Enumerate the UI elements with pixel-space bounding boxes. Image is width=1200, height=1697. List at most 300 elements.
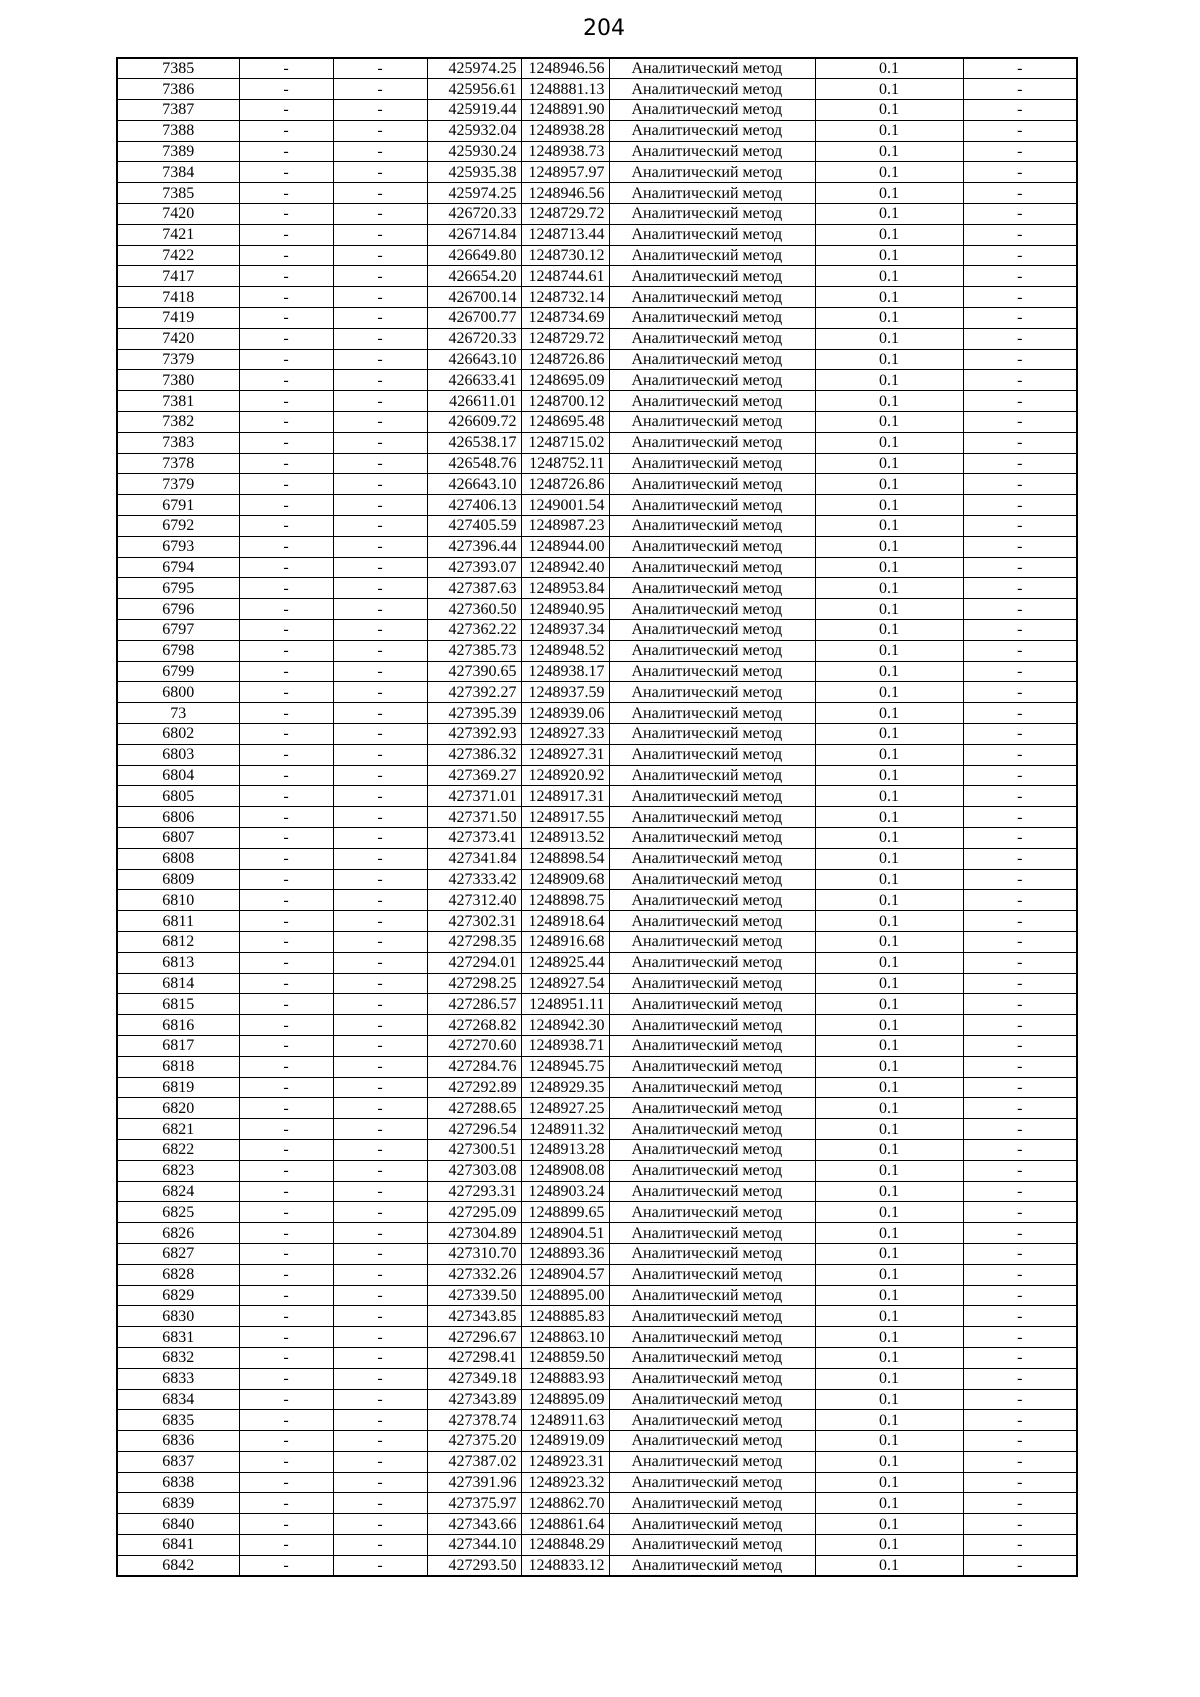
dash-cell-1: - (239, 744, 333, 765)
precision-cell: 0.1 (815, 724, 963, 745)
precision-cell: 0.1 (815, 120, 963, 141)
dash-cell-3: - (963, 682, 1077, 703)
precision-cell: 0.1 (815, 266, 963, 287)
method-cell: Аналитический метод (609, 58, 815, 79)
point-number-cell: 7381 (117, 391, 239, 412)
y-coordinate-cell: 1248937.34 (521, 620, 609, 641)
dash-cell-2: - (333, 973, 427, 994)
method-cell: Аналитический метод (609, 1119, 815, 1140)
x-coordinate-cell: 426609.72 (427, 412, 521, 433)
point-number-cell: 6797 (117, 620, 239, 641)
x-coordinate-cell: 427302.31 (427, 911, 521, 932)
method-cell: Аналитический метод (609, 412, 815, 433)
method-cell: Аналитический метод (609, 536, 815, 557)
point-number-cell: 6802 (117, 724, 239, 745)
method-cell: Аналитический метод (609, 1389, 815, 1410)
dash-cell-2: - (333, 1347, 427, 1368)
dash-cell-2: - (333, 516, 427, 537)
table-row (117, 1285, 1077, 1306)
dash-cell-2: - (333, 349, 427, 370)
dash-cell-2: - (333, 328, 427, 349)
table-row (117, 786, 1077, 807)
x-coordinate-cell: 427387.63 (427, 578, 521, 599)
dash-cell-3: - (963, 1077, 1077, 1098)
dash-cell-3: - (963, 328, 1077, 349)
coordinates-table (116, 57, 1078, 1577)
y-coordinate-cell: 1248726.86 (521, 474, 609, 495)
precision-cell: 0.1 (815, 1535, 963, 1556)
x-coordinate-cell: 427349.18 (427, 1368, 521, 1389)
x-coordinate-cell: 426548.76 (427, 453, 521, 474)
x-coordinate-cell: 426700.77 (427, 308, 521, 329)
precision-cell: 0.1 (815, 994, 963, 1015)
table-row (117, 391, 1077, 412)
point-number-cell: 6803 (117, 744, 239, 765)
y-coordinate-cell: 1248945.75 (521, 1056, 609, 1077)
x-coordinate-cell: 427371.50 (427, 807, 521, 828)
method-cell: Аналитический метод (609, 703, 815, 724)
x-coordinate-cell: 427341.84 (427, 848, 521, 869)
x-coordinate-cell: 426720.33 (427, 328, 521, 349)
dash-cell-3: - (963, 1264, 1077, 1285)
point-number-cell: 6810 (117, 890, 239, 911)
y-coordinate-cell: 1248913.28 (521, 1139, 609, 1160)
y-coordinate-cell: 1248948.52 (521, 640, 609, 661)
table-row (117, 661, 1077, 682)
dash-cell-2: - (333, 1306, 427, 1327)
point-number-cell: 6825 (117, 1202, 239, 1223)
dash-cell-1: - (239, 994, 333, 1015)
point-number-cell: 7389 (117, 141, 239, 162)
method-cell: Аналитический метод (609, 557, 815, 578)
y-coordinate-cell: 1248734.69 (521, 308, 609, 329)
precision-cell: 0.1 (815, 1098, 963, 1119)
y-coordinate-cell: 1248895.09 (521, 1389, 609, 1410)
dash-cell-1: - (239, 287, 333, 308)
table-row (117, 807, 1077, 828)
dash-cell-2: - (333, 952, 427, 973)
dash-cell-1: - (239, 1015, 333, 1036)
dash-cell-2: - (333, 1056, 427, 1077)
method-cell: Аналитический метод (609, 620, 815, 641)
y-coordinate-cell: 1249001.54 (521, 495, 609, 516)
dash-cell-3: - (963, 724, 1077, 745)
dash-cell-3: - (963, 204, 1077, 225)
y-coordinate-cell: 1248916.68 (521, 931, 609, 952)
dash-cell-1: - (239, 1181, 333, 1202)
point-number-cell: 6840 (117, 1514, 239, 1535)
x-coordinate-cell: 427303.08 (427, 1160, 521, 1181)
table-row (117, 1431, 1077, 1452)
dash-cell-1: - (239, 952, 333, 973)
precision-cell: 0.1 (815, 370, 963, 391)
table-row (117, 1056, 1077, 1077)
precision-cell: 0.1 (815, 1160, 963, 1181)
dash-cell-3: - (963, 1285, 1077, 1306)
dash-cell-1: - (239, 973, 333, 994)
x-coordinate-cell: 425932.04 (427, 120, 521, 141)
dash-cell-1: - (239, 1431, 333, 1452)
dash-cell-3: - (963, 786, 1077, 807)
method-cell: Аналитический метод (609, 204, 815, 225)
x-coordinate-cell: 427296.54 (427, 1119, 521, 1140)
dash-cell-2: - (333, 807, 427, 828)
dash-cell-2: - (333, 266, 427, 287)
dash-cell-2: - (333, 848, 427, 869)
table-row (117, 1015, 1077, 1036)
precision-cell: 0.1 (815, 328, 963, 349)
table-row (117, 536, 1077, 557)
dash-cell-2: - (333, 100, 427, 121)
dash-cell-2: - (333, 120, 427, 141)
point-number-cell: 7419 (117, 308, 239, 329)
method-cell: Аналитический метод (609, 1535, 815, 1556)
point-number-cell: 6812 (117, 931, 239, 952)
point-number-cell: 7382 (117, 412, 239, 433)
precision-cell: 0.1 (815, 1514, 963, 1535)
x-coordinate-cell: 427378.74 (427, 1410, 521, 1431)
y-coordinate-cell: 1248938.73 (521, 141, 609, 162)
table-row (117, 1264, 1077, 1285)
dash-cell-2: - (333, 682, 427, 703)
y-coordinate-cell: 1248909.68 (521, 869, 609, 890)
dash-cell-3: - (963, 224, 1077, 245)
method-cell: Аналитический метод (609, 599, 815, 620)
table-row (117, 245, 1077, 266)
y-coordinate-cell: 1248729.72 (521, 204, 609, 225)
point-number-cell: 6826 (117, 1223, 239, 1244)
precision-cell: 0.1 (815, 287, 963, 308)
x-coordinate-cell: 427295.09 (427, 1202, 521, 1223)
dash-cell-1: - (239, 765, 333, 786)
dash-cell-3: - (963, 453, 1077, 474)
x-coordinate-cell: 426611.01 (427, 391, 521, 412)
dash-cell-2: - (333, 224, 427, 245)
precision-cell: 0.1 (815, 786, 963, 807)
x-coordinate-cell: 427393.07 (427, 557, 521, 578)
dash-cell-1: - (239, 100, 333, 121)
dash-cell-3: - (963, 1035, 1077, 1056)
y-coordinate-cell: 1248940.95 (521, 599, 609, 620)
precision-cell: 0.1 (815, 495, 963, 516)
dash-cell-3: - (963, 1451, 1077, 1472)
dash-cell-2: - (333, 1243, 427, 1264)
method-cell: Аналитический метод (609, 245, 815, 266)
table-row (117, 328, 1077, 349)
point-number-cell: 6842 (117, 1555, 239, 1576)
x-coordinate-cell: 427300.51 (427, 1139, 521, 1160)
dash-cell-2: - (333, 287, 427, 308)
precision-cell: 0.1 (815, 1306, 963, 1327)
table-row (117, 1035, 1077, 1056)
dash-cell-2: - (333, 1285, 427, 1306)
point-number-cell: 6799 (117, 661, 239, 682)
dash-cell-3: - (963, 245, 1077, 266)
x-coordinate-cell: 427294.01 (427, 952, 521, 973)
y-coordinate-cell: 1248891.90 (521, 100, 609, 121)
y-coordinate-cell: 1248938.17 (521, 661, 609, 682)
dash-cell-1: - (239, 1514, 333, 1535)
point-number-cell: 6841 (117, 1535, 239, 1556)
precision-cell: 0.1 (815, 827, 963, 848)
dash-cell-2: - (333, 536, 427, 557)
precision-cell: 0.1 (815, 1389, 963, 1410)
dash-cell-1: - (239, 1243, 333, 1264)
precision-cell: 0.1 (815, 1327, 963, 1348)
x-coordinate-cell: 427343.89 (427, 1389, 521, 1410)
point-number-cell: 6828 (117, 1264, 239, 1285)
y-coordinate-cell: 1248927.31 (521, 744, 609, 765)
precision-cell: 0.1 (815, 931, 963, 952)
y-coordinate-cell: 1248951.11 (521, 994, 609, 1015)
table-row (117, 724, 1077, 745)
dash-cell-2: - (333, 245, 427, 266)
precision-cell: 0.1 (815, 620, 963, 641)
dash-cell-1: - (239, 1160, 333, 1181)
dash-cell-1: - (239, 682, 333, 703)
point-number-cell: 6794 (117, 557, 239, 578)
precision-cell: 0.1 (815, 224, 963, 245)
y-coordinate-cell: 1248744.61 (521, 266, 609, 287)
table-row (117, 848, 1077, 869)
dash-cell-1: - (239, 474, 333, 495)
method-cell: Аналитический метод (609, 1035, 815, 1056)
dash-cell-3: - (963, 1389, 1077, 1410)
y-coordinate-cell: 1248913.52 (521, 827, 609, 848)
y-coordinate-cell: 1248957.97 (521, 162, 609, 183)
method-cell: Аналитический метод (609, 931, 815, 952)
dash-cell-1: - (239, 661, 333, 682)
x-coordinate-cell: 427268.82 (427, 1015, 521, 1036)
precision-cell: 0.1 (815, 911, 963, 932)
dash-cell-1: - (239, 1555, 333, 1576)
table-row (117, 453, 1077, 474)
y-coordinate-cell: 1248939.06 (521, 703, 609, 724)
dash-cell-3: - (963, 536, 1077, 557)
x-coordinate-cell: 427298.41 (427, 1347, 521, 1368)
dash-cell-1: - (239, 412, 333, 433)
dash-cell-1: - (239, 911, 333, 932)
dash-cell-1: - (239, 162, 333, 183)
x-coordinate-cell: 427310.70 (427, 1243, 521, 1264)
precision-cell: 0.1 (815, 1202, 963, 1223)
x-coordinate-cell: 426643.10 (427, 474, 521, 495)
method-cell: Аналитический метод (609, 952, 815, 973)
dash-cell-3: - (963, 432, 1077, 453)
point-number-cell: 6829 (117, 1285, 239, 1306)
dash-cell-3: - (963, 1535, 1077, 1556)
method-cell: Аналитический метод (609, 162, 815, 183)
x-coordinate-cell: 427304.89 (427, 1223, 521, 1244)
y-coordinate-cell: 1248833.12 (521, 1555, 609, 1576)
dash-cell-2: - (333, 827, 427, 848)
method-cell: Аналитический метод (609, 1098, 815, 1119)
method-cell: Аналитический метод (609, 391, 815, 412)
y-coordinate-cell: 1248923.32 (521, 1472, 609, 1493)
dash-cell-1: - (239, 869, 333, 890)
precision-cell: 0.1 (815, 349, 963, 370)
point-number-cell: 6834 (117, 1389, 239, 1410)
point-number-cell: 6823 (117, 1160, 239, 1181)
point-number-cell: 7417 (117, 266, 239, 287)
precision-cell: 0.1 (815, 308, 963, 329)
y-coordinate-cell: 1248700.12 (521, 391, 609, 412)
x-coordinate-cell: 427386.32 (427, 744, 521, 765)
table-row (117, 931, 1077, 952)
x-coordinate-cell: 427385.73 (427, 640, 521, 661)
method-cell: Аналитический метод (609, 266, 815, 287)
dash-cell-3: - (963, 1160, 1077, 1181)
dash-cell-1: - (239, 557, 333, 578)
dash-cell-3: - (963, 807, 1077, 828)
precision-cell: 0.1 (815, 1015, 963, 1036)
dash-cell-1: - (239, 724, 333, 745)
method-cell: Аналитический метод (609, 1451, 815, 1472)
precision-cell: 0.1 (815, 744, 963, 765)
x-coordinate-cell: 427344.10 (427, 1535, 521, 1556)
dash-cell-3: - (963, 391, 1077, 412)
dash-cell-1: - (239, 120, 333, 141)
dash-cell-1: - (239, 1056, 333, 1077)
dash-cell-3: - (963, 994, 1077, 1015)
point-number-cell: 6833 (117, 1368, 239, 1389)
point-number-cell: 6831 (117, 1327, 239, 1348)
dash-cell-3: - (963, 911, 1077, 932)
y-coordinate-cell: 1248917.31 (521, 786, 609, 807)
method-cell: Аналитический метод (609, 516, 815, 537)
method-cell: Аналитический метод (609, 349, 815, 370)
table-row (117, 682, 1077, 703)
table-row (117, 79, 1077, 100)
point-number-cell: 6818 (117, 1056, 239, 1077)
point-number-cell: 6811 (117, 911, 239, 932)
point-number-cell: 6837 (117, 1451, 239, 1472)
dash-cell-2: - (333, 703, 427, 724)
dash-cell-3: - (963, 1056, 1077, 1077)
y-coordinate-cell: 1248923.31 (521, 1451, 609, 1472)
dash-cell-3: - (963, 141, 1077, 162)
x-coordinate-cell: 427375.97 (427, 1493, 521, 1514)
y-coordinate-cell: 1248885.83 (521, 1306, 609, 1327)
point-number-cell: 7379 (117, 474, 239, 495)
x-coordinate-cell: 427391.96 (427, 1472, 521, 1493)
dash-cell-3: - (963, 952, 1077, 973)
method-cell: Аналитический метод (609, 1472, 815, 1493)
x-coordinate-cell: 427288.65 (427, 1098, 521, 1119)
dash-cell-1: - (239, 391, 333, 412)
dash-cell-3: - (963, 1306, 1077, 1327)
dash-cell-1: - (239, 640, 333, 661)
dash-cell-3: - (963, 516, 1077, 537)
method-cell: Аналитический метод (609, 724, 815, 745)
method-cell: Аналитический метод (609, 432, 815, 453)
precision-cell: 0.1 (815, 578, 963, 599)
precision-cell: 0.1 (815, 432, 963, 453)
table-row (117, 1306, 1077, 1327)
dash-cell-1: - (239, 620, 333, 641)
dash-cell-2: - (333, 308, 427, 329)
dash-cell-3: - (963, 58, 1077, 79)
point-number-cell: 6838 (117, 1472, 239, 1493)
precision-cell: 0.1 (815, 162, 963, 183)
dash-cell-1: - (239, 1077, 333, 1098)
point-number-cell: 7380 (117, 370, 239, 391)
dash-cell-2: - (333, 1264, 427, 1285)
dash-cell-1: - (239, 183, 333, 204)
method-cell: Аналитический метод (609, 765, 815, 786)
table-row (117, 994, 1077, 1015)
dash-cell-3: - (963, 412, 1077, 433)
table-row (117, 620, 1077, 641)
precision-cell: 0.1 (815, 973, 963, 994)
dash-cell-3: - (963, 120, 1077, 141)
dash-cell-3: - (963, 1347, 1077, 1368)
method-cell: Аналитический метод (609, 827, 815, 848)
x-coordinate-cell: 426714.84 (427, 224, 521, 245)
method-cell: Аналитический метод (609, 807, 815, 828)
x-coordinate-cell: 427286.57 (427, 994, 521, 1015)
x-coordinate-cell: 426654.20 (427, 266, 521, 287)
dash-cell-3: - (963, 1202, 1077, 1223)
table-row (117, 58, 1077, 79)
dash-cell-2: - (333, 1223, 427, 1244)
dash-cell-1: - (239, 266, 333, 287)
x-coordinate-cell: 427392.93 (427, 724, 521, 745)
x-coordinate-cell: 427298.25 (427, 973, 521, 994)
point-number-cell: 6792 (117, 516, 239, 537)
table-row (117, 640, 1077, 661)
precision-cell: 0.1 (815, 599, 963, 620)
y-coordinate-cell: 1248848.29 (521, 1535, 609, 1556)
method-cell: Аналитический метод (609, 224, 815, 245)
x-coordinate-cell: 427312.40 (427, 890, 521, 911)
dash-cell-3: - (963, 474, 1077, 495)
y-coordinate-cell: 1248732.14 (521, 287, 609, 308)
dash-cell-1: - (239, 1285, 333, 1306)
table-row (117, 1139, 1077, 1160)
dash-cell-3: - (963, 495, 1077, 516)
dash-cell-2: - (333, 79, 427, 100)
table-row (117, 890, 1077, 911)
dash-cell-3: - (963, 1243, 1077, 1264)
x-coordinate-cell: 427284.76 (427, 1056, 521, 1077)
x-coordinate-cell: 427405.59 (427, 516, 521, 537)
dash-cell-3: - (963, 1015, 1077, 1036)
point-number-cell: 7418 (117, 287, 239, 308)
precision-cell: 0.1 (815, 245, 963, 266)
dash-cell-1: - (239, 1327, 333, 1348)
point-number-cell: 6793 (117, 536, 239, 557)
method-cell: Аналитический метод (609, 1514, 815, 1535)
point-number-cell: 7383 (117, 432, 239, 453)
dash-cell-1: - (239, 58, 333, 79)
method-cell: Аналитический метод (609, 786, 815, 807)
method-cell: Аналитический метод (609, 848, 815, 869)
dash-cell-2: - (333, 432, 427, 453)
dash-cell-2: - (333, 1035, 427, 1056)
precision-cell: 0.1 (815, 1285, 963, 1306)
x-coordinate-cell: 425935.38 (427, 162, 521, 183)
table-row (117, 911, 1077, 932)
point-number-cell: 6815 (117, 994, 239, 1015)
point-number-cell: 6814 (117, 973, 239, 994)
y-coordinate-cell: 1248942.40 (521, 557, 609, 578)
point-number-cell: 7422 (117, 245, 239, 266)
precision-cell: 0.1 (815, 1119, 963, 1140)
y-coordinate-cell: 1248927.25 (521, 1098, 609, 1119)
dash-cell-2: - (333, 204, 427, 225)
y-coordinate-cell: 1248918.64 (521, 911, 609, 932)
